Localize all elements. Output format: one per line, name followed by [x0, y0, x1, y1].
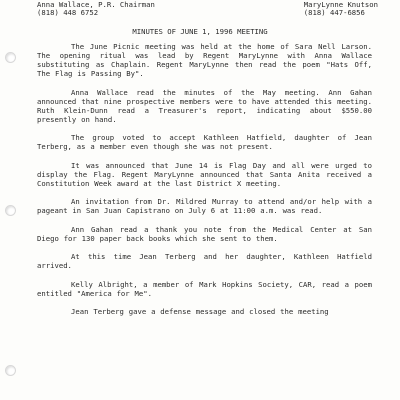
regent-phone: (818) 447-6856: [303, 7, 365, 17]
document-title: MINUTES OF JUNE 1, 1996 MEETING: [132, 27, 268, 36]
chairman-phone: (818) 448 6752: [37, 7, 99, 17]
paragraph: Anna Wallace read the minutes of the May meeting. Ann Gahan announced that nine prospective members were to have attended this meeting. Ruth Klein-Dunn read a Treasurer's report, indicating about $550.00 presently on hand.: [37, 87, 372, 124]
header-right: [304, 1, 378, 16]
binder-hole: [5, 205, 16, 216]
paragraph: Jean Terberg gave a defense message and closed the meeting: [71, 307, 329, 316]
header-left: [37, 1, 155, 16]
paragraph: The June Picnic meeting was held at the home of Sara Nell Larson. The opening ritual was lead by Regent MaryLynne with Anna Wallace substituting as Chaplain. Regent MaryLynne then read the poem "Hats Off, The Flag is Passing By".: [37, 42, 372, 78]
paragraph: An invitation from Dr. Mildred Murray to attend and/or help with a pageant in San Juan Capistrano on July 6 at 11:00 a.m. was read.: [37, 197, 372, 215]
binder-hole: [5, 365, 16, 376]
regent-name: MaryLynne Knutson: [303, 0, 378, 9]
paragraph: Ann Gahan read a thank you note from the Medical Center at San Diego for 130 paper back books which she sent to them.: [37, 224, 372, 243]
chairman-name: Anna Wallace, P.R. Chairman: [37, 0, 155, 9]
minutes-body: [37, 42, 372, 326]
paragraph: At this time Jean Terberg and her daughter, Kathleen Hatfield arrived.: [37, 252, 372, 270]
binder-hole: [5, 52, 16, 63]
paragraph: It was announced that June 14 is Flag Day and all were urged to display the Flag. Regent MaryLynne announced that Santa Anita received a Constitution Week award at the last District X meeting.: [37, 160, 372, 188]
paragraph: The group voted to accept Kathleen Hatfield, daughter of Jean Terberg, as a member even though she was not present.: [37, 133, 372, 151]
paragraph: Kelly Albright, a member of Mark Hopkins Society, CAR, read a poem entitled "America for Me".: [37, 279, 372, 298]
